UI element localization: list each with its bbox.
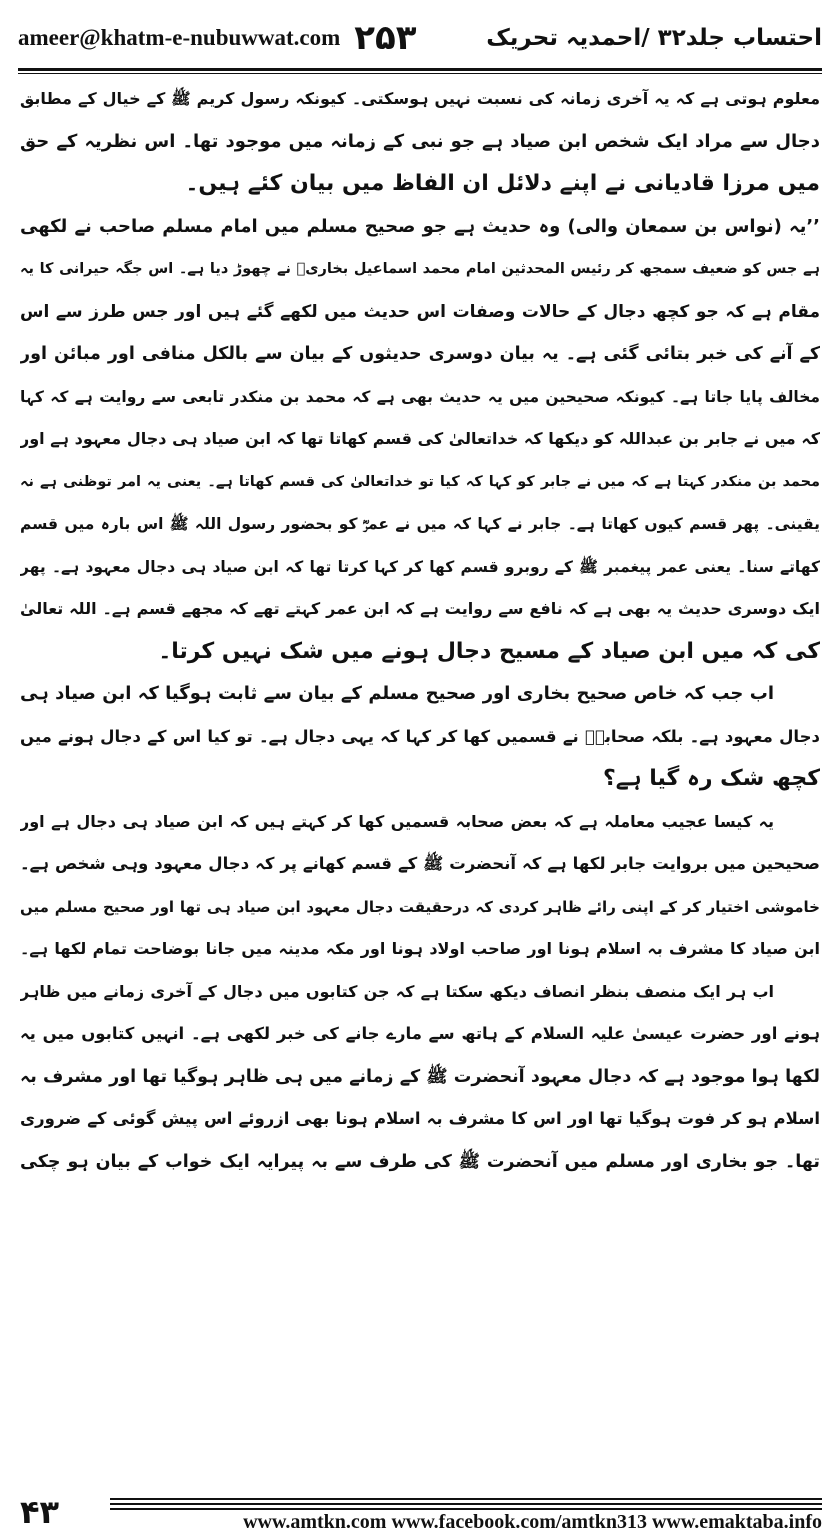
running-title: احتساب جلد۳۲ /احمدیہ تحریک [486, 25, 822, 51]
header-page-number: ۲۵۳ [354, 18, 417, 58]
text-line: کی کہ میں ابن صیاد کے مسیح دجال ہونے میں شک نہیں کرتا۔ [158, 638, 820, 664]
text-line: کہ میں نے جابر بن عبداللہ کو دیکھا کہ خداتعالیٰ کی قسم کھاتا تھا کہ ابن صیاد ہی دجال معہود ہے اور [20, 429, 820, 448]
text-line: ’’یہ (نواس بن سمعان والی) وہ حدیث ہے جو صحیح مسلم میں امام مسلم صاحب نے لکھی [20, 215, 820, 237]
footer-rule [110, 1498, 822, 1500]
header-email[interactable]: ameer@khatm-e-nubuwwat.com [18, 25, 341, 50]
text-line: مخالف پایا جاتا ہے۔ کیونکہ صحیحین میں یہ حدیث بھی ہے کہ محمد بن منکدر تابعی سے روایت ہے کہ کہا [20, 387, 820, 406]
footer-links[interactable]: www.amtkn.com www.facebook.com/amtkn313 www.emaktaba.info [243, 1511, 822, 1533]
text-line: دجال سے مراد ایک شخص ابن صیاد ہے جو نبی کے زمانہ میں موجود تھا۔ اس نظریہ کے حق [20, 130, 820, 152]
text-line: ابن صیاد کا مشرف بہ اسلام ہونا اور صاحب اولاد ہونا اور مکہ مدینہ میں جانا بوضاحت تمام لکھا ہے۔ [20, 939, 820, 958]
header-rule-thin [18, 73, 822, 74]
page-footer [18, 1492, 822, 1536]
header-rule [18, 68, 822, 71]
text-line: مقام ہے کہ جو کچھ دجال کے حالات وصفات اس حدیث میں لکھے گئے ہیں اور جس طرز سے اس [20, 301, 820, 322]
text-line: ہے جس کو ضعیف سمجھ کر رئیس المحدثین امام محمد اسماعیل بخاریؒ نے چھوڑ دیا ہے۔ اس جگہ حیرانی کا یہ [20, 261, 820, 277]
text-line: ہونے اور حضرت عیسیٰ علیہ السلام کے ہاتھ سے مارے جانے کی خبر لکھی ہے۔ انہیں کتابوں میں یہ [20, 1024, 820, 1043]
text-line: اب ہر ایک منصف بنظر انصاف دیکھ سکتا ہے کہ جن کتابوں میں دجال کے آخری زمانے میں ظاہر [20, 981, 774, 1001]
text-line: یہ کیسا عجیب معاملہ ہے کہ بعض صحابہ قسمیں کھا کر کہتے ہیں کہ ابن صیاد ہی دجال ہے اور [20, 811, 774, 831]
text-line: معلوم ہوتی ہے کہ یہ آخری زمانہ کی نسبت نہیں ہوسکتی۔ کیونکہ رسول کریم ﷺ کے خیال کے مطابق [20, 89, 820, 108]
text-line: صحیحین میں بروایت جابر لکھا ہے کہ آنحضرت ﷺ کے قسم کھانے پر کہ دجال معہود وہی شخص ہے۔ [20, 854, 820, 873]
text-line: محمد بن منکدر کہتا ہے کہ میں نے جابر کو کہا کہ کیا تو خداتعالیٰ کی قسم کھاتا ہے۔ یعنی یہ امر توظنی ہے نہ [20, 473, 820, 490]
text-line: تھا۔ جو بخاری اور مسلم میں آنحضرت ﷺ کی طرف سے بہ پیرایہ ایک خواب کے بیان ہو چکی [20, 1151, 820, 1172]
text-line: کے آنے کی خبر بتائی گئی ہے۔ یہ بیان دوسری حدیثوں کے بیان سے بالکل منافی اور مبائن اور [20, 344, 820, 364]
text-line: میں مرزا قادیانی نے اپنے دلائل ان الفاظ میں بیان کئے ہیں۔ [185, 171, 820, 196]
text-line: اسلام ہو کر فوت ہوگیا تھا اور اس کا مشرف بہ اسلام ہونا بھی ازروئے اس پیش گوئی کے ضروری [20, 1109, 820, 1128]
header-left [18, 18, 417, 58]
footer-rule [110, 1503, 822, 1505]
text-line: یقینی۔ پھر قسم کیوں کھاتا ہے۔ جابر نے کہا کہ میں نے عمرؓ کو بحضور رسول اللہ ﷺ اس بارہ میں قسم [20, 515, 820, 533]
text-line: خاموشی اختیار کر کے اپنی رائے ظاہر کردی کہ درحقیقت دجال معہود ابن صیاد ہی تھا اور صحیح مسلم میں [20, 897, 820, 916]
text-line: ایک دوسری حدیث یہ بھی ہے کہ نافع سے روایت ہے کہ ابن عمر کہتے تھے کہ مجھے قسم ہے۔ اللہ تعالیٰ [20, 599, 820, 618]
text-line: لکھا ہوا موجود ہے کہ دجال معہود آنحضرت ﷺ کے زمانے میں ہی ظاہر ہوگیا تھا اور مشرف بہ [20, 1066, 820, 1087]
text-line: اب جب کہ خاص صحیح بخاری اور صحیح مسلم کے بیان سے ثابت ہوگیا کہ ابن صیاد ہی [20, 683, 774, 704]
body-text [20, 78, 820, 1183]
footer-page-number: ۴۳ [20, 1493, 60, 1531]
text-line: دجال معہود ہے۔ بلکہ صحابہؓ نے قسمیں کھا کر کہا کہ یہی دجال ہے۔ تو کیا اس کے دجال ہونے میں [20, 726, 820, 746]
text-line: کچھ شک رہ گیا ہے؟ [603, 766, 820, 791]
page-header [18, 12, 822, 64]
text-line: کھاتے سنا۔ یعنی عمر پیغمبر ﷺ کے روبرو قسم کھا کر کہا کرتا تھا کہ ابن صیاد ہی دجال معہود ہے۔ پھر [20, 557, 820, 576]
